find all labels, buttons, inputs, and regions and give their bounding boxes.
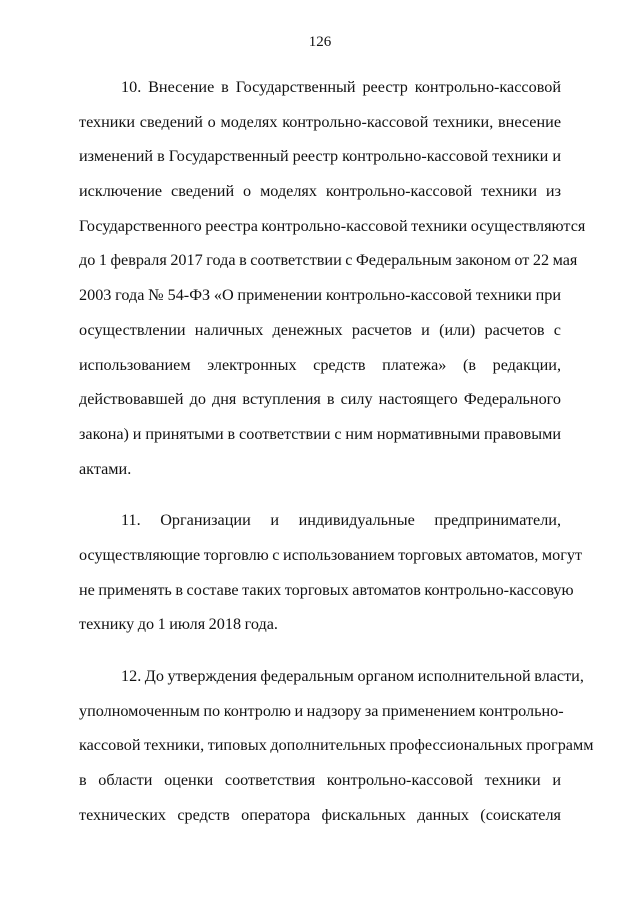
text-line: кассовой техники, типовых дополнительных профессиональных программ: [79, 736, 594, 755]
text-line: 2003 года № 54-ФЗ «О применении контрольно-кассовой техники при: [79, 286, 561, 305]
text-line: осуществляющие торговлю с использованием торговых автоматов, могут: [79, 545, 583, 564]
text-line: технику до 1 июля 2018 года.: [79, 615, 278, 634]
page-number: 126: [308, 34, 332, 50]
text-line: закона) и принятыми в соответствии с ним нормативными правовыми: [79, 424, 561, 443]
text-line: не применять в составе таких торговых автоматов контрольно-кассовую: [79, 580, 574, 599]
paragraph-12: [79, 659, 594, 832]
document-body: [79, 70, 594, 832]
text-line: актами.: [79, 459, 132, 478]
text-line: изменений в Государственный реестр контрольно-кассовой техники и: [79, 147, 561, 166]
text-line: 10. Внесение в Государственный реестр контрольно-кассовой: [121, 78, 561, 96]
text-line: в области оценки соответствия контрольно-кассовой техники и: [79, 771, 561, 790]
paragraph-10: [79, 70, 586, 486]
text-line: осуществлении наличных денежных расчетов и (или) расчетов с: [79, 320, 561, 339]
text-line: использованием электронных средств платежа» (в редакции,: [79, 355, 561, 374]
text-line: действовавшей до дня вступления в силу настоящего Федерального: [79, 390, 561, 409]
text-line: исключение сведений о моделях контрольно-кассовой техники из: [79, 182, 561, 201]
text-line: 11. Организации и индивидуальные предприниматели,: [121, 511, 561, 530]
text-line: уполномоченным по контролю и надзору за применением контрольно-: [79, 701, 564, 720]
paragraph-11: [79, 503, 583, 642]
text-line: до 1 февраля 2017 года в соответствии с Федеральным законом от 22 мая: [79, 251, 578, 270]
text-line: техники сведений о моделях контрольно-кассовой техники, внесение: [79, 112, 561, 131]
text-line: Государственного реестра контрольно-кассовой техники осуществляются: [79, 216, 586, 235]
text-line: 12. До утверждения федеральным органом исполнительной власти,: [121, 667, 584, 685]
text-line: технических средств оператора фискальных данных (соискателя: [79, 805, 561, 824]
